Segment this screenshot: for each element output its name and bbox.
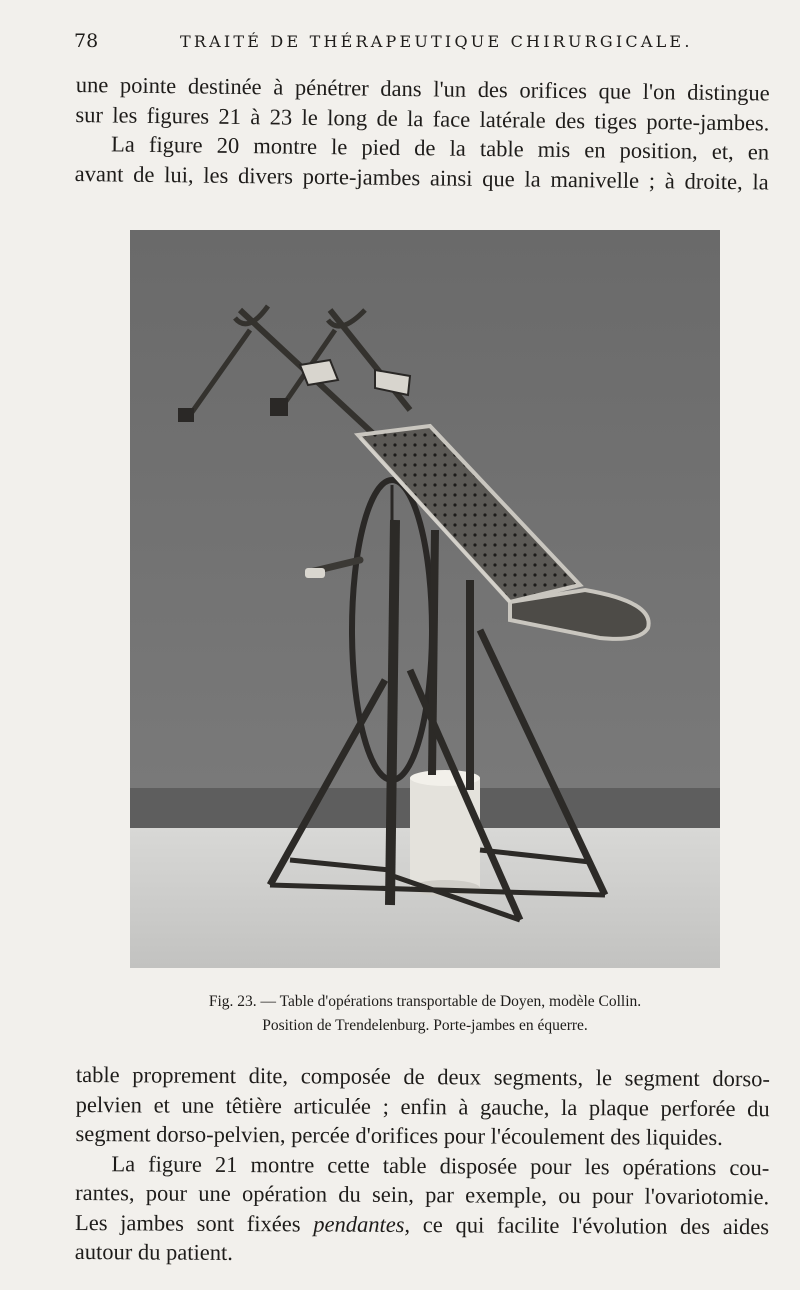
text-line [75, 1207, 769, 1241]
paragraph-continued [75, 1060, 770, 1153]
text-fragment: Les jambes sont fixées [74, 1209, 301, 1236]
running-head [74, 28, 693, 54]
figure-photograph [130, 230, 720, 968]
text-line: pelvien et une têtière articulée ; enfin à gauche, la plaque perforée du [75, 1091, 770, 1121]
paragraph-continued [75, 70, 770, 137]
italic-term: pendantes, [313, 1210, 411, 1237]
operating-table-photo [130, 230, 720, 968]
figure-caption [130, 990, 720, 1038]
text-line: La figure 21 montre cette table disposée pour les opérations cou- [111, 1150, 770, 1180]
text-line: La figure 20 montre le pied de la table mis en position, et, en [110, 131, 770, 165]
text-line: rantes, pour une opération du sein, par exemple, ou pour l'ovariotomie. [75, 1179, 770, 1210]
text-line: segment dorso-pelvien, percée d'orifices pour l'écoulement des liquides. [75, 1120, 723, 1150]
text-line: autour du patient. [74, 1238, 233, 1265]
text-line: sur les figures 21 à 23 le long de la face latérale des tiges porte-jambes. [75, 101, 770, 135]
page-number: 78 [74, 30, 99, 52]
text-line: une pointe destinée à pénétrer dans l'un des orifices que l'on distingue [75, 71, 770, 106]
caption-line: Fig. 23. — Table d'opérations transportable de Doyen, modèle Collin. [208, 993, 642, 1010]
text-line: avant de lui, les divers porte-jambes ainsi que la manivelle ; à droite, la [74, 160, 769, 194]
caption-line: Position de Trendelenburg. Porte-jambes en équerre. [262, 1017, 588, 1034]
paragraph [75, 1148, 770, 1270]
text-fragment: ce qui facilite l'évolution des aides [422, 1211, 770, 1239]
running-title: TRAITÉ DE THÉRAPEUTIQUE CHIRURGICALE. [180, 32, 693, 51]
bottom-paragraphs [75, 1060, 770, 1271]
top-paragraphs [75, 70, 770, 196]
paragraph [75, 129, 770, 196]
text-line: table proprement dite, composée de deux segments, le segment dorso- [75, 1062, 770, 1092]
